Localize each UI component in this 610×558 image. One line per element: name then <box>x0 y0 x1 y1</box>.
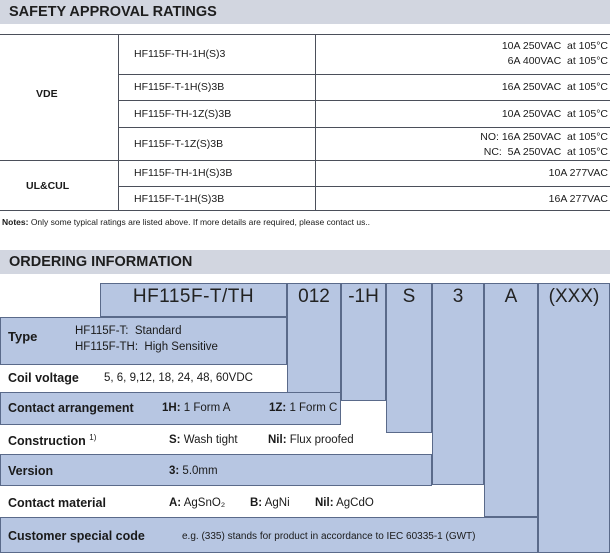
construction-label: Construction $^{1)}$ <box>8 433 97 449</box>
code-arrangement: -1H <box>348 286 379 307</box>
safety-title: SAFETY APPROVAL RATINGS <box>9 4 217 20</box>
coil-value: 5, 6, 9,12, 18, 24, 48, 60VDC <box>104 372 253 384</box>
construction-opt2: Nil: Flux proofed <box>268 434 354 446</box>
rating-cell: 6A 400VAC at 105°C <box>507 55 608 67</box>
customer-label: Customer special code <box>8 529 145 543</box>
rating-cell: 16A 250VAC at 105°C <box>501 81 608 93</box>
code-series: HF115F-T/TH <box>132 286 255 307</box>
model-cell: HF115F-TH-1H(S)3B <box>134 167 233 179</box>
ordering-title: ORDERING INFORMATION <box>9 254 193 270</box>
rating-cell: 10A 250VAC at 105°C <box>501 40 608 52</box>
code-column <box>432 283 484 485</box>
code-construction: S <box>402 286 416 307</box>
safety-notes <box>2 217 370 227</box>
code-version: 3 <box>452 286 464 307</box>
customer-value: e.g. (335) stands for product in accordance to IEC 60335-1 (GWT) <box>182 531 476 542</box>
notes-label: Notes: <box>2 217 29 227</box>
model-cell: HF115F-T-1H(S)3B <box>134 193 225 205</box>
type-label: Type <box>8 329 38 344</box>
material-opt1: A: AgSnO₂ <box>169 497 226 509</box>
code-customer: (XXX) <box>548 286 600 307</box>
version-label: Version <box>8 464 54 478</box>
type-line: HF115F-TH: High Sensitive <box>75 341 218 353</box>
code-material: A <box>504 286 518 307</box>
construction-opt1: S: Wash tight <box>169 434 238 446</box>
rating-cell: 10A 277VAC <box>548 167 608 179</box>
model-cell: HF115F-TH-1Z(S)3B <box>134 108 232 120</box>
arrangement-label: Contact arrangement <box>8 401 134 415</box>
notes-text: Only some typical ratings are listed above. If more details are required, please contact us.. <box>28 217 371 227</box>
rating-cell: NO: 16A 250VAC at 105°C <box>480 131 608 143</box>
group-label-vde: VDE <box>36 88 58 100</box>
model-cell: HF115F-T-1Z(S)3B <box>134 138 224 150</box>
group-label-ulcul: UL&CUL <box>26 180 70 192</box>
arrangement-opt1: 1H: 1 Form A <box>162 402 231 414</box>
material-opt2: B: AgNi <box>250 497 290 509</box>
rating-cell: 16A 277VAC <box>548 193 608 205</box>
code-voltage: 012 <box>298 286 330 307</box>
code-column <box>484 283 538 517</box>
version-value: 3: 5.0mm <box>169 465 218 477</box>
material-label: Contact material <box>8 496 106 510</box>
model-cell: HF115F-T-1H(S)3B <box>134 81 225 93</box>
rating-cell: 10A 250VAC at 105°C <box>501 108 608 120</box>
arrangement-opt2: 1Z: 1 Form C <box>269 402 338 414</box>
code-column <box>538 283 610 553</box>
type-line: HF115F-T: Standard <box>75 325 182 337</box>
model-cell: HF115F-TH-1H(S)3 <box>134 48 226 60</box>
rating-cell: NC: 5A 250VAC at 105°C <box>483 146 608 158</box>
coil-label: Coil voltage <box>8 371 79 385</box>
material-opt3: Nil: AgCdO <box>315 497 374 509</box>
